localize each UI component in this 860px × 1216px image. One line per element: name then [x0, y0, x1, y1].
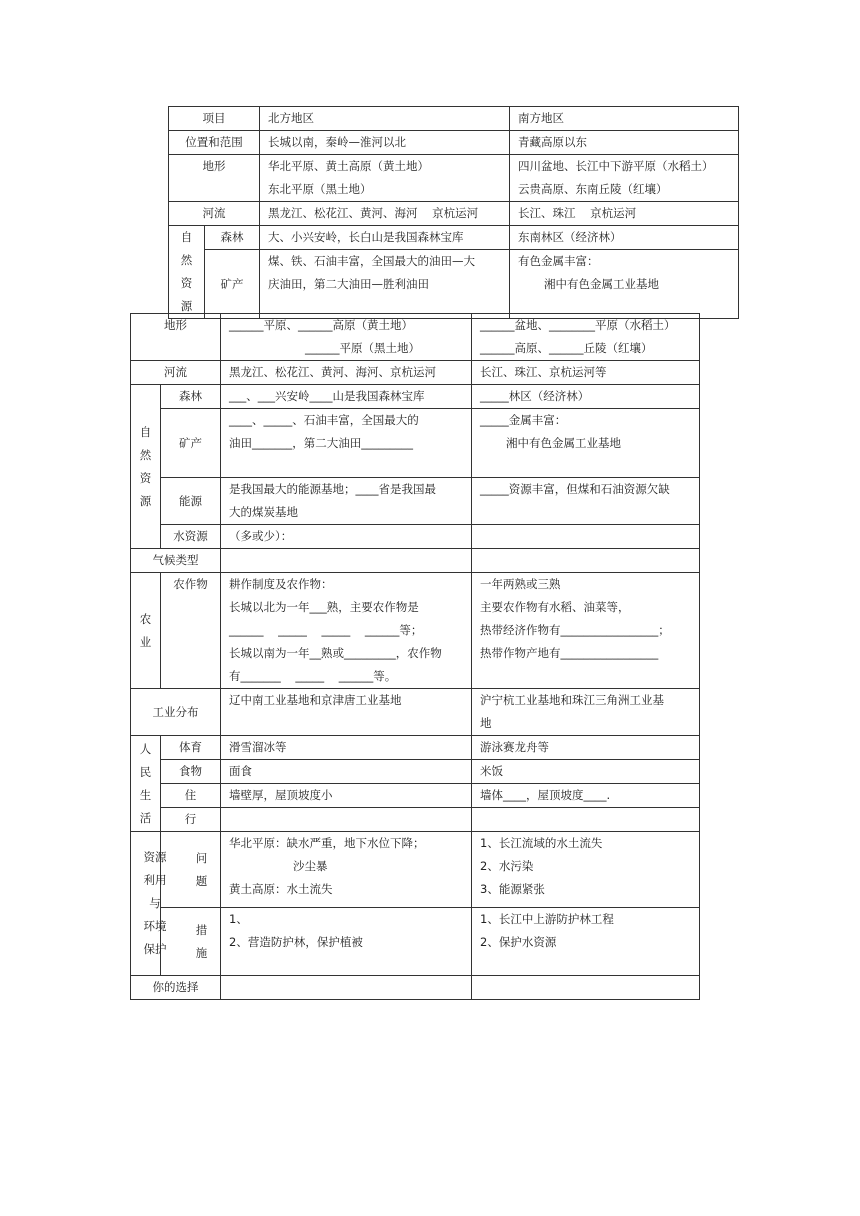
cell-north: 滑雪溜冰等: [221, 736, 472, 760]
table-north-south-summary: [168, 106, 739, 319]
header-item: 项目: [169, 107, 260, 131]
row-label-resources: 自 然 资 源: [131, 385, 161, 549]
cell-south: 有色金属丰富： 湘中有色金属工业基地: [510, 250, 739, 319]
cell-north: 长城以南，秦岭—淮河以北: [260, 131, 510, 155]
table-row: [169, 202, 739, 226]
cell-north: [221, 549, 472, 573]
cell-north: ______平原、______高原（黄土地） ______平原（黑土地）: [221, 314, 472, 361]
table-row: [131, 808, 700, 832]
cell-north: 耕作制度及农作物： 长城以北为一年___熟，主要农作物是 ______ _____ _____ ______等； 长城以南为一年__熟或_________，农作物 有_______ _____ ______等。: [221, 573, 472, 689]
row-label-resources: 自 然 资 源: [169, 226, 205, 319]
cell-south: [472, 549, 700, 573]
row-label-climate: 气候类型: [131, 549, 221, 573]
table-row: [169, 155, 739, 202]
row-label-mineral: 矿产: [161, 409, 221, 478]
row-label-terrain: 地形: [131, 314, 221, 361]
cell-north: ___、___兴安岭____山是我国森林宝库: [221, 385, 472, 409]
cell-south: 青藏高原以东: [510, 131, 739, 155]
cell-south: 游泳赛龙舟等: [472, 736, 700, 760]
table-row: [131, 976, 700, 1000]
cell-south: 长江、珠江 京杭运河: [510, 202, 739, 226]
header-north: 北方地区: [260, 107, 510, 131]
cell-north: [221, 976, 472, 1000]
row-label-terrain: 地形: [169, 155, 260, 202]
cell-north: 1、 2、营造防护林，保护植被: [221, 908, 472, 976]
cell-north: 面食: [221, 760, 472, 784]
row-label-travel: 行: [161, 808, 221, 832]
row-label-agriculture: 农 业: [131, 573, 161, 689]
table-row: [131, 549, 700, 573]
table-row: [169, 226, 739, 250]
table-row: [131, 736, 700, 760]
table-row: [131, 409, 700, 478]
table-row: [169, 131, 739, 155]
cell-south: [472, 808, 700, 832]
row-label-sport: 体育: [161, 736, 221, 760]
cell-south: 米饭: [472, 760, 700, 784]
cell-north: 辽中南工业基地和京津唐工业基地: [221, 689, 472, 736]
cell-south: [472, 976, 700, 1000]
row-label-house: 住: [161, 784, 221, 808]
cell-south: 东南林区（经济林）: [510, 226, 739, 250]
table-row: [131, 760, 700, 784]
cell-north: 华北平原、黄土高原（黄土地） 东北平原（黑土地）: [260, 155, 510, 202]
cell-south: 长江、珠江、京杭运河等: [472, 361, 700, 385]
cell-north: 煤、铁、石油丰富，全国最大的油田—大 庆油田，第二大油田—胜利油田: [260, 250, 510, 319]
row-label-forest: 森林: [161, 385, 221, 409]
cell-south: 1、长江流域的水土流失 2、水污染 3、能源紧张: [472, 832, 700, 908]
table-row: [131, 478, 700, 525]
row-label-position: 位置和范围: [169, 131, 260, 155]
table-row: [131, 314, 700, 361]
row-label-river: 河流: [131, 361, 221, 385]
cell-north: 华北平原：缺水严重，地下水位下降； 沙尘暴 黄土高原：水土流失: [221, 832, 472, 908]
cell-north: ____、_____、石油丰富，全国最大的 油田_______，第二大油田_________: [221, 409, 472, 478]
cell-north: （多或少）：: [221, 525, 472, 549]
cell-south: [472, 525, 700, 549]
row-label-measure: 措 施: [161, 908, 221, 976]
row-label-forest: 森林: [205, 226, 260, 250]
cell-south: 一年两熟或三熟 主要农作物有水稻、油菜等， 热带经济作物有_________________； 热带作物产地有_________________: [472, 573, 700, 689]
cell-north: 大、小兴安岭，长白山是我国森林宝库: [260, 226, 510, 250]
table-row: [131, 573, 700, 689]
cell-north: 黑龙江、松花江、黄河、海河、京杭运河: [221, 361, 472, 385]
cell-south: 墙体____，屋顶坡度____.: [472, 784, 700, 808]
row-label-env: 资源 利用 与 环境 保护: [131, 832, 161, 976]
table-fill-in-worksheet: [130, 313, 700, 1000]
cell-south: _____金属丰富： 湘中有色金属工业基地: [472, 409, 700, 478]
cell-south: 四川盆地、长江中下游平原（水稻土） 云贵高原、东南丘陵（红壤）: [510, 155, 739, 202]
table-row: [131, 525, 700, 549]
row-label-food: 食物: [161, 760, 221, 784]
table-row: [169, 107, 739, 131]
cell-north: 是我国最大的能源基地；____省是我国最 大的煤炭基地: [221, 478, 472, 525]
row-label-problem: 问 题: [161, 832, 221, 908]
table-row: [131, 832, 700, 908]
row-label-mineral: 矿产: [205, 250, 260, 319]
table-row: [131, 689, 700, 736]
cell-south: _____林区（经济林）: [472, 385, 700, 409]
row-label-industry: 工业分布: [131, 689, 221, 736]
header-south: 南方地区: [510, 107, 739, 131]
cell-north: [221, 808, 472, 832]
cell-north: 黑龙江、松花江、黄河、海河 京杭运河: [260, 202, 510, 226]
row-label-crops: 农作物: [161, 573, 221, 689]
cell-south: ______盆地、________平原（水稻土） ______高原、______丘陵（红壤）: [472, 314, 700, 361]
cell-south: _____资源丰富，但煤和石油资源欠缺: [472, 478, 700, 525]
cell-north: 墙壁厚，屋顶坡度小: [221, 784, 472, 808]
row-label-life: 人 民 生 活: [131, 736, 161, 832]
row-label-river: 河流: [169, 202, 260, 226]
table-row: [131, 361, 700, 385]
cell-south: 沪宁杭工业基地和珠江三角洲工业基 地: [472, 689, 700, 736]
cell-south: 1、长江中上游防护林工程 2、保护水资源: [472, 908, 700, 976]
table-row: [131, 784, 700, 808]
row-label-energy: 能源: [161, 478, 221, 525]
row-label-choice: 你的选择: [131, 976, 221, 1000]
table-row: [169, 250, 739, 319]
table-row: [131, 385, 700, 409]
row-label-water: 水资源: [161, 525, 221, 549]
table-row: [131, 908, 700, 976]
